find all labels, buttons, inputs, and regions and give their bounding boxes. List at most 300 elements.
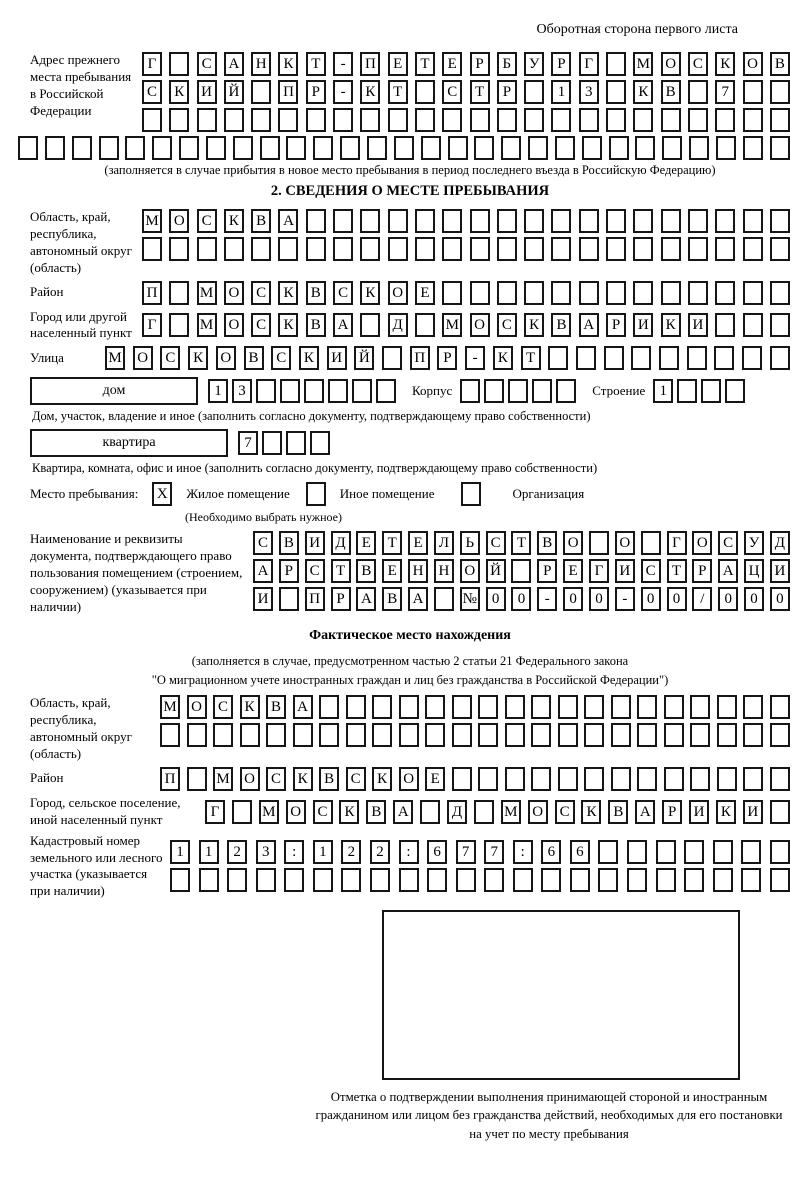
char-box[interactable]: Р	[279, 559, 299, 583]
char-box[interactable]	[399, 695, 419, 719]
char-box[interactable]: 6	[570, 840, 590, 864]
char-box[interactable]: К	[715, 52, 735, 76]
char-box[interactable]: К	[299, 346, 319, 370]
char-box[interactable]	[169, 281, 189, 305]
char-box[interactable]: Р	[437, 346, 457, 370]
char-box[interactable]: Е	[442, 52, 462, 76]
char-box[interactable]	[160, 723, 180, 747]
char-box[interactable]	[576, 346, 596, 370]
ownership-document-row-2[interactable]	[253, 559, 790, 583]
char-box[interactable]: А	[408, 587, 428, 611]
char-box[interactable]	[284, 868, 304, 892]
char-box[interactable]	[497, 209, 517, 233]
char-box[interactable]	[770, 723, 790, 747]
char-box[interactable]	[360, 237, 380, 261]
char-box[interactable]: В	[608, 800, 628, 824]
char-box[interactable]	[399, 868, 419, 892]
char-box[interactable]	[420, 800, 440, 824]
stroenie-boxes[interactable]	[653, 379, 745, 403]
char-box[interactable]	[656, 868, 676, 892]
char-box[interactable]	[659, 346, 679, 370]
char-box[interactable]: И	[305, 531, 325, 555]
char-box[interactable]	[399, 723, 419, 747]
char-box[interactable]	[689, 136, 709, 160]
char-box[interactable]	[770, 313, 790, 337]
char-box[interactable]	[511, 559, 531, 583]
char-box[interactable]	[627, 868, 647, 892]
char-box[interactable]	[688, 80, 708, 104]
house-named-box[interactable]: дом	[30, 377, 198, 405]
char-box[interactable]	[635, 136, 655, 160]
char-box[interactable]: 2	[370, 840, 390, 864]
char-box[interactable]	[770, 80, 790, 104]
char-box[interactable]: В	[356, 559, 376, 583]
cadastral-row-1[interactable]	[170, 840, 790, 864]
char-box[interactable]: Б	[497, 52, 517, 76]
char-box[interactable]	[714, 346, 734, 370]
char-box[interactable]	[340, 136, 360, 160]
char-box[interactable]: С	[213, 695, 233, 719]
char-box[interactable]	[251, 80, 271, 104]
char-box[interactable]	[661, 209, 681, 233]
char-box[interactable]: №	[460, 587, 480, 611]
char-box[interactable]: Т	[388, 80, 408, 104]
char-box[interactable]	[633, 281, 653, 305]
char-box[interactable]: Ц	[744, 559, 764, 583]
char-box[interactable]: И	[615, 559, 635, 583]
char-box[interactable]: Т	[382, 531, 402, 555]
apartment-boxes[interactable]	[238, 431, 330, 455]
char-box[interactable]	[415, 313, 435, 337]
char-box[interactable]	[606, 209, 626, 233]
char-box[interactable]	[169, 52, 189, 76]
char-box[interactable]: К	[633, 80, 653, 104]
char-box[interactable]: А	[293, 695, 313, 719]
char-box[interactable]	[251, 237, 271, 261]
char-box[interactable]	[313, 136, 333, 160]
char-box[interactable]: С	[266, 767, 286, 791]
char-box[interactable]: Р	[692, 559, 712, 583]
char-box[interactable]: И	[633, 313, 653, 337]
char-box[interactable]	[688, 237, 708, 261]
char-box[interactable]: В	[661, 80, 681, 104]
region-row-2[interactable]	[142, 237, 790, 261]
char-box[interactable]: 1	[313, 840, 333, 864]
char-box[interactable]	[690, 695, 710, 719]
char-box[interactable]: А	[635, 800, 655, 824]
char-box[interactable]	[524, 108, 544, 132]
char-box[interactable]	[306, 482, 326, 506]
char-box[interactable]	[470, 209, 490, 233]
char-box[interactable]: Е	[356, 531, 376, 555]
char-box[interactable]: В	[770, 52, 790, 76]
previous-address-row-3[interactable]	[142, 108, 790, 132]
char-box[interactable]	[319, 695, 339, 719]
char-box[interactable]	[394, 136, 414, 160]
char-box[interactable]	[717, 695, 737, 719]
char-box[interactable]	[497, 237, 517, 261]
char-box[interactable]	[725, 379, 745, 403]
char-box[interactable]: И	[688, 313, 708, 337]
char-box[interactable]: :	[513, 840, 533, 864]
char-box[interactable]	[524, 209, 544, 233]
char-box[interactable]	[743, 237, 763, 261]
char-box[interactable]: Д	[447, 800, 467, 824]
char-box[interactable]	[388, 209, 408, 233]
char-box[interactable]: 0	[770, 587, 790, 611]
char-box[interactable]: К	[524, 313, 544, 337]
char-box[interactable]: М	[633, 52, 653, 76]
char-box[interactable]	[531, 695, 551, 719]
char-box[interactable]	[551, 108, 571, 132]
residential-checkbox[interactable]	[152, 482, 172, 506]
actual-region-row-2[interactable]	[160, 723, 790, 747]
char-box[interactable]	[606, 80, 626, 104]
char-box[interactable]	[579, 237, 599, 261]
char-box[interactable]	[633, 108, 653, 132]
char-box[interactable]	[532, 379, 552, 403]
char-box[interactable]: У	[524, 52, 544, 76]
char-box[interactable]	[478, 695, 498, 719]
char-box[interactable]: -	[333, 52, 353, 76]
char-box[interactable]: Н	[251, 52, 271, 76]
char-box[interactable]	[687, 346, 707, 370]
char-box[interactable]: /	[692, 587, 712, 611]
char-box[interactable]	[662, 136, 682, 160]
char-box[interactable]: К	[581, 800, 601, 824]
char-box[interactable]	[743, 695, 763, 719]
char-box[interactable]	[346, 723, 366, 747]
char-box[interactable]	[579, 108, 599, 132]
char-box[interactable]	[233, 136, 253, 160]
char-box[interactable]	[497, 281, 517, 305]
char-box[interactable]	[743, 108, 763, 132]
char-box[interactable]: Н	[434, 559, 454, 583]
char-box[interactable]	[442, 237, 462, 261]
char-box[interactable]	[169, 108, 189, 132]
char-box[interactable]: 1	[170, 840, 190, 864]
char-box[interactable]: Т	[667, 559, 687, 583]
char-box[interactable]	[415, 80, 435, 104]
char-box[interactable]: 1	[199, 840, 219, 864]
char-box[interactable]	[589, 531, 609, 555]
char-box[interactable]: Т	[415, 52, 435, 76]
other-premises-checkbox[interactable]	[306, 482, 326, 506]
char-box[interactable]: 7	[484, 840, 504, 864]
char-box[interactable]: К	[169, 80, 189, 104]
char-box[interactable]	[715, 281, 735, 305]
ownership-document-row-1[interactable]	[253, 531, 790, 555]
char-box[interactable]	[770, 108, 790, 132]
actual-district-row[interactable]	[160, 767, 790, 791]
char-box[interactable]	[179, 136, 199, 160]
char-box[interactable]: 0	[486, 587, 506, 611]
char-box[interactable]: Т	[511, 531, 531, 555]
char-box[interactable]: 6	[541, 840, 561, 864]
char-box[interactable]	[609, 136, 629, 160]
char-box[interactable]: А	[253, 559, 273, 583]
char-box[interactable]	[558, 767, 578, 791]
street-row[interactable]	[105, 346, 790, 370]
char-box[interactable]	[286, 431, 306, 455]
char-box[interactable]: 0	[718, 587, 738, 611]
char-box[interactable]: Г	[667, 531, 687, 555]
char-box[interactable]	[470, 108, 490, 132]
char-box[interactable]: У	[744, 531, 764, 555]
char-box[interactable]: Р	[662, 800, 682, 824]
char-box[interactable]: В	[537, 531, 557, 555]
char-box[interactable]: Г	[205, 800, 225, 824]
char-box[interactable]	[421, 136, 441, 160]
char-box[interactable]	[474, 800, 494, 824]
char-box[interactable]: Г	[579, 52, 599, 76]
char-box[interactable]	[442, 281, 462, 305]
char-box[interactable]	[715, 108, 735, 132]
char-box[interactable]: В	[279, 531, 299, 555]
char-box[interactable]: А	[356, 587, 376, 611]
char-box[interactable]	[551, 281, 571, 305]
char-box[interactable]	[770, 237, 790, 261]
char-box[interactable]	[770, 840, 790, 864]
char-box[interactable]: В	[266, 695, 286, 719]
char-box[interactable]	[425, 723, 445, 747]
char-box[interactable]	[531, 723, 551, 747]
char-box[interactable]	[310, 431, 330, 455]
korpus-boxes[interactable]	[460, 379, 576, 403]
char-box[interactable]	[388, 108, 408, 132]
char-box[interactable]	[505, 767, 525, 791]
char-box[interactable]	[715, 237, 735, 261]
char-box[interactable]	[442, 209, 462, 233]
char-box[interactable]: X	[152, 482, 172, 506]
previous-address-row-2[interactable]	[142, 80, 790, 104]
char-box[interactable]: Т	[521, 346, 541, 370]
char-box[interactable]: С	[333, 281, 353, 305]
char-box[interactable]	[743, 281, 763, 305]
char-box[interactable]	[333, 108, 353, 132]
char-box[interactable]	[641, 531, 661, 555]
char-box[interactable]	[279, 587, 299, 611]
char-box[interactable]	[606, 52, 626, 76]
char-box[interactable]: 7	[456, 840, 476, 864]
char-box[interactable]: О	[528, 800, 548, 824]
char-box[interactable]	[770, 136, 790, 160]
char-box[interactable]	[743, 209, 763, 233]
char-box[interactable]: О	[224, 313, 244, 337]
char-box[interactable]	[713, 868, 733, 892]
char-box[interactable]	[637, 723, 657, 747]
char-box[interactable]: М	[105, 346, 125, 370]
char-box[interactable]	[513, 868, 533, 892]
char-box[interactable]	[548, 346, 568, 370]
char-box[interactable]	[770, 281, 790, 305]
char-box[interactable]	[611, 695, 631, 719]
char-box[interactable]: К	[278, 52, 298, 76]
char-box[interactable]: К	[716, 800, 736, 824]
char-box[interactable]	[341, 868, 361, 892]
char-box[interactable]	[524, 80, 544, 104]
char-box[interactable]	[770, 346, 790, 370]
char-box[interactable]	[606, 237, 626, 261]
char-box[interactable]: И	[770, 559, 790, 583]
actual-region-row-1[interactable]	[160, 695, 790, 719]
char-box[interactable]: Г	[142, 52, 162, 76]
char-box[interactable]	[415, 209, 435, 233]
char-box[interactable]: В	[306, 313, 326, 337]
char-box[interactable]: С	[442, 80, 462, 104]
char-box[interactable]: И	[743, 800, 763, 824]
char-box[interactable]	[474, 136, 494, 160]
char-box[interactable]	[376, 379, 396, 403]
char-box[interactable]: С	[486, 531, 506, 555]
char-box[interactable]: О	[460, 559, 480, 583]
char-box[interactable]	[370, 868, 390, 892]
char-box[interactable]	[306, 108, 326, 132]
char-box[interactable]: Р	[606, 313, 626, 337]
char-box[interactable]: О	[661, 52, 681, 76]
char-box[interactable]	[260, 136, 280, 160]
char-box[interactable]	[452, 723, 472, 747]
char-box[interactable]	[551, 209, 571, 233]
char-box[interactable]: С	[497, 313, 517, 337]
char-box[interactable]: А	[278, 209, 298, 233]
char-box[interactable]	[360, 313, 380, 337]
char-box[interactable]	[169, 313, 189, 337]
char-box[interactable]: А	[393, 800, 413, 824]
char-box[interactable]: В	[319, 767, 339, 791]
char-box[interactable]: К	[661, 313, 681, 337]
char-box[interactable]	[770, 800, 790, 824]
cadastral-row-2[interactable]	[170, 868, 790, 892]
char-box[interactable]	[152, 136, 172, 160]
char-box[interactable]: 3	[232, 379, 252, 403]
char-box[interactable]: А	[579, 313, 599, 337]
char-box[interactable]: Г	[142, 313, 162, 337]
char-box[interactable]: 0	[744, 587, 764, 611]
char-box[interactable]: 1	[653, 379, 673, 403]
char-box[interactable]	[579, 209, 599, 233]
char-box[interactable]	[456, 868, 476, 892]
char-box[interactable]	[633, 237, 653, 261]
char-box[interactable]	[240, 723, 260, 747]
char-box[interactable]	[333, 237, 353, 261]
char-box[interactable]: 3	[256, 840, 276, 864]
char-box[interactable]	[582, 136, 602, 160]
char-box[interactable]	[611, 767, 631, 791]
char-box[interactable]	[584, 767, 604, 791]
char-box[interactable]	[713, 840, 733, 864]
char-box[interactable]	[206, 136, 226, 160]
char-box[interactable]	[415, 108, 435, 132]
char-box[interactable]: В	[244, 346, 264, 370]
char-box[interactable]: С	[555, 800, 575, 824]
char-box[interactable]: Р	[497, 80, 517, 104]
char-box[interactable]: С	[253, 531, 273, 555]
char-box[interactable]	[367, 136, 387, 160]
char-box[interactable]: 7	[715, 80, 735, 104]
char-box[interactable]: К	[372, 767, 392, 791]
char-box[interactable]	[452, 767, 472, 791]
char-box[interactable]	[664, 723, 684, 747]
char-box[interactable]	[684, 868, 704, 892]
char-box[interactable]	[425, 695, 445, 719]
char-box[interactable]: С	[160, 346, 180, 370]
char-box[interactable]: В	[382, 587, 402, 611]
char-box[interactable]: В	[366, 800, 386, 824]
char-box[interactable]	[770, 695, 790, 719]
char-box[interactable]: О	[743, 52, 763, 76]
char-box[interactable]	[328, 379, 348, 403]
char-box[interactable]: К	[224, 209, 244, 233]
char-box[interactable]: Е	[563, 559, 583, 583]
char-box[interactable]	[478, 767, 498, 791]
char-box[interactable]	[558, 723, 578, 747]
char-box[interactable]	[427, 868, 447, 892]
char-box[interactable]	[664, 695, 684, 719]
char-box[interactable]: П	[305, 587, 325, 611]
char-box[interactable]	[346, 695, 366, 719]
char-box[interactable]	[360, 108, 380, 132]
char-box[interactable]	[470, 237, 490, 261]
char-box[interactable]: 3	[579, 80, 599, 104]
char-box[interactable]	[684, 840, 704, 864]
char-box[interactable]	[142, 237, 162, 261]
char-box[interactable]	[72, 136, 92, 160]
char-box[interactable]	[448, 136, 468, 160]
char-box[interactable]	[604, 346, 624, 370]
char-box[interactable]	[558, 695, 578, 719]
char-box[interactable]: И	[327, 346, 347, 370]
char-box[interactable]	[633, 209, 653, 233]
char-box[interactable]: К	[278, 281, 298, 305]
char-box[interactable]	[690, 723, 710, 747]
char-box[interactable]	[169, 237, 189, 261]
char-box[interactable]	[717, 723, 737, 747]
char-box[interactable]: Л	[434, 531, 454, 555]
char-box[interactable]: С	[271, 346, 291, 370]
char-box[interactable]: С	[142, 80, 162, 104]
char-box[interactable]	[688, 281, 708, 305]
char-box[interactable]	[45, 136, 65, 160]
char-box[interactable]	[313, 868, 333, 892]
char-box[interactable]	[142, 108, 162, 132]
char-box[interactable]: С	[718, 531, 738, 555]
char-box[interactable]: Р	[306, 80, 326, 104]
char-box[interactable]	[372, 723, 392, 747]
char-box[interactable]	[742, 346, 762, 370]
char-box[interactable]: К	[293, 767, 313, 791]
char-box[interactable]: И	[689, 800, 709, 824]
char-box[interactable]	[555, 136, 575, 160]
char-box[interactable]	[505, 695, 525, 719]
char-box[interactable]: К	[360, 80, 380, 104]
char-box[interactable]: Е	[415, 281, 435, 305]
char-box[interactable]	[286, 136, 306, 160]
char-box[interactable]: С	[641, 559, 661, 583]
char-box[interactable]	[531, 767, 551, 791]
region-row-1[interactable]	[142, 209, 790, 233]
char-box[interactable]: А	[333, 313, 353, 337]
char-box[interactable]	[478, 723, 498, 747]
char-box[interactable]	[743, 136, 763, 160]
char-box[interactable]	[415, 237, 435, 261]
char-box[interactable]: 0	[589, 587, 609, 611]
char-box[interactable]	[470, 281, 490, 305]
char-box[interactable]: Т	[470, 80, 490, 104]
char-box[interactable]	[484, 379, 504, 403]
char-box[interactable]	[715, 313, 735, 337]
char-box[interactable]	[434, 587, 454, 611]
